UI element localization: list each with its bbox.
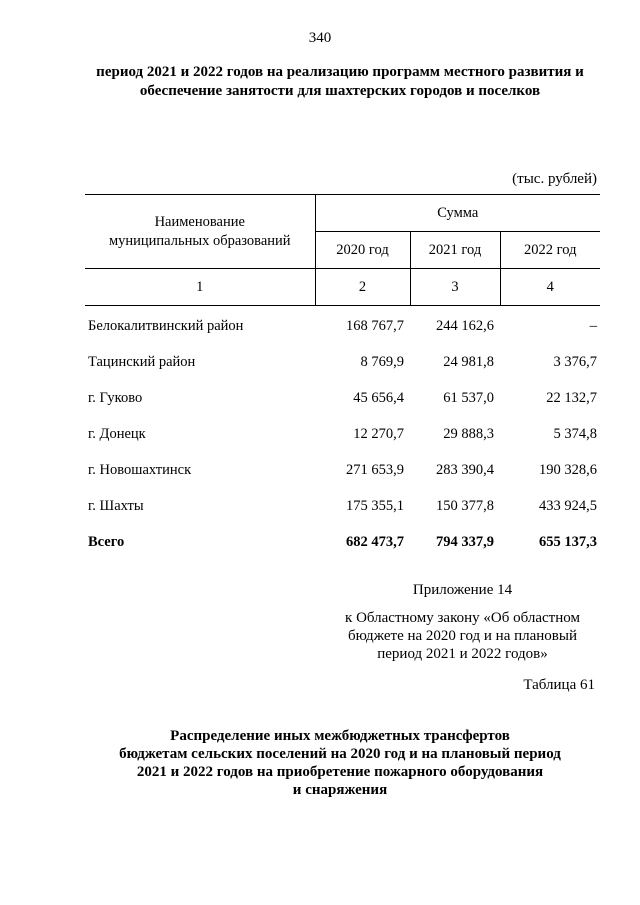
- units-label: (тыс. рублей): [512, 171, 597, 187]
- appendix-line: к Областному закону «Об областном: [345, 610, 580, 626]
- heading-line: 2021 и 2022 годов на приобретение пожарного оборудования: [136, 764, 544, 780]
- cell-2020: 168 767,7: [346, 317, 404, 334]
- cell-2021: 244 162,6: [436, 317, 494, 334]
- heading-line: бюджетам сельских поселений на 2020 год и на плановый период: [119, 746, 561, 762]
- total-row: [85, 524, 600, 560]
- column-number: 3: [410, 269, 500, 306]
- table-row: [85, 488, 600, 524]
- total-2021: 794 337,9: [436, 533, 494, 550]
- cell-2021: 150 377,8: [436, 497, 494, 514]
- cell-2020: 175 355,1: [346, 497, 404, 514]
- heading-line: обеспечение занятости для шахтерских городов и поселков: [139, 83, 541, 99]
- total-2022: 655 137,3: [539, 533, 598, 550]
- appendix-reference: [330, 609, 595, 663]
- table-row: [85, 306, 600, 345]
- cell-2020: 8 769,9: [360, 353, 404, 370]
- column-header-name: Наименование муниципальных образований: [85, 195, 315, 269]
- heading-line: Распределение иных межбюджетных трансфертов: [170, 728, 510, 744]
- table-row: [85, 380, 600, 416]
- row-name: г. Донецк: [88, 425, 146, 442]
- row-name: г. Шахты: [88, 497, 144, 514]
- cell-2020: 271 653,9: [346, 461, 404, 478]
- appendix-title: Приложение 14: [412, 582, 513, 598]
- total-2020: 682 473,7: [346, 533, 404, 550]
- column-number: 2: [315, 269, 410, 306]
- row-name: г. Гуково: [88, 389, 143, 406]
- row-name: г. Новошахтинск: [88, 461, 192, 478]
- cell-2021: 283 390,4: [436, 461, 494, 478]
- table-row: [85, 452, 600, 488]
- column-header-year: 2021 год: [410, 232, 500, 269]
- cell-2022: 190 328,6: [539, 461, 598, 478]
- table-row: [85, 416, 600, 452]
- cell-2022: –: [589, 317, 598, 334]
- budget-table: [85, 194, 600, 560]
- cell-2021: 29 888,3: [443, 425, 494, 442]
- column-number: 1: [85, 269, 315, 306]
- cell-2022: 3 376,7: [553, 353, 598, 370]
- cell-2020: 45 656,4: [353, 389, 404, 406]
- column-header-year: 2022 год: [500, 232, 600, 269]
- row-name: Белокалитвинский район: [88, 317, 244, 334]
- row-name: Тацинский район: [88, 353, 196, 370]
- document-heading: [60, 727, 620, 799]
- cell-2021: 61 537,0: [443, 389, 494, 406]
- heading-line: период 2021 и 2022 годов на реализацию программ местного развития и: [96, 64, 584, 80]
- cell-2020: 12 270,7: [353, 425, 404, 442]
- total-label: Всего: [88, 533, 125, 550]
- column-header-year: 2020 год: [315, 232, 410, 269]
- table-row: [85, 344, 600, 380]
- table-label: Таблица 61: [523, 677, 595, 693]
- appendix-line: бюджете на 2020 год и на плановый: [347, 628, 577, 644]
- heading-line: и снаряжения: [292, 782, 388, 798]
- section-heading: [60, 63, 620, 101]
- cell-2022: 5 374,8: [553, 425, 598, 442]
- cell-2022: 433 924,5: [539, 497, 598, 514]
- page-number: 340: [308, 30, 332, 46]
- appendix-line: период 2021 и 2022 годов»: [377, 646, 548, 662]
- cell-2022: 22 132,7: [546, 389, 598, 406]
- column-header-sum: Сумма: [315, 195, 600, 232]
- column-number: 4: [500, 269, 600, 306]
- cell-2021: 24 981,8: [443, 353, 494, 370]
